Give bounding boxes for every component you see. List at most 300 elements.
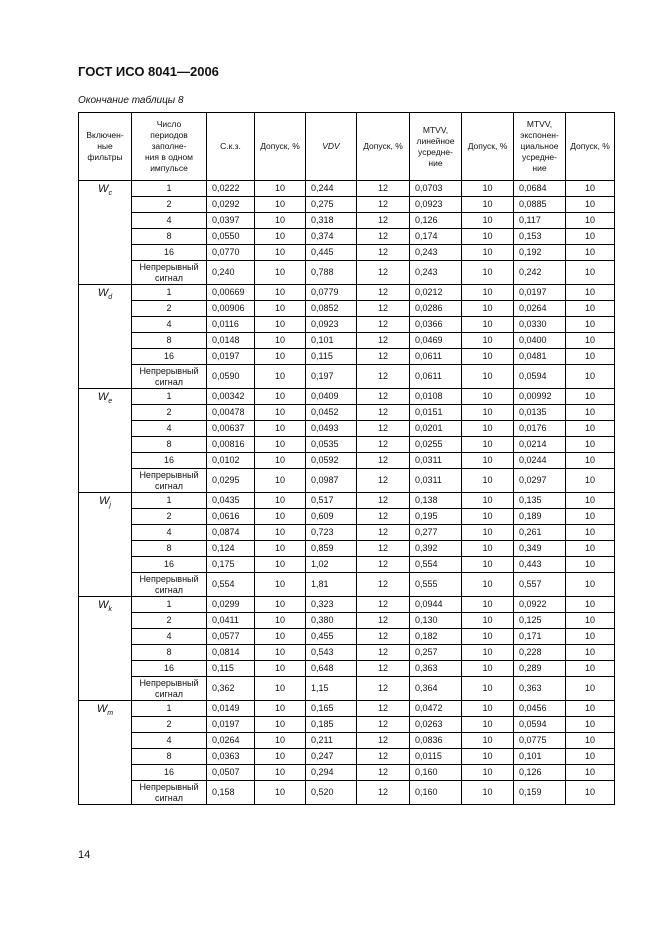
value-cell: 0,0594 [514, 717, 566, 733]
col-header: Допуск, % [255, 113, 306, 181]
value-cell: 10 [462, 749, 514, 765]
value-cell: 0,0435 [207, 493, 255, 509]
value-cell: 12 [357, 661, 410, 677]
value-cell: 0,192 [514, 245, 566, 261]
value-cell: 10 [255, 645, 306, 661]
table-row [79, 181, 615, 197]
table-row [79, 717, 615, 733]
table-row [79, 285, 615, 301]
value-cell: 12 [357, 733, 410, 749]
value-cell: 0,175 [207, 557, 255, 573]
value-cell: 12 [357, 717, 410, 733]
value-cell: 10 [255, 405, 306, 421]
value-cell: 12 [357, 493, 410, 509]
value-cell: 0,00816 [207, 437, 255, 453]
value-cell: 0,0102 [207, 453, 255, 469]
value-cell: 0,363 [410, 661, 462, 677]
value-cell: 0,0885 [514, 197, 566, 213]
value-cell: 0,160 [410, 781, 462, 805]
value-cell: 0,0594 [514, 365, 566, 389]
value-cell: 0,0616 [207, 509, 255, 525]
value-cell: 10 [566, 629, 615, 645]
periods-cell: 2 [132, 509, 207, 525]
value-cell: 10 [462, 613, 514, 629]
value-cell: 0,0611 [410, 365, 462, 389]
filter-label [79, 389, 132, 493]
periods-cell: 8 [132, 229, 207, 245]
table-row [79, 781, 615, 805]
value-cell: 10 [566, 557, 615, 573]
value-cell: 10 [255, 317, 306, 333]
value-cell: 0,247 [306, 749, 357, 765]
table-row [79, 213, 615, 229]
value-cell: 0,0456 [514, 701, 566, 717]
value-cell: 10 [566, 213, 615, 229]
value-cell: 0,609 [306, 509, 357, 525]
filter-subscript: m [107, 710, 114, 718]
periods-cell: 4 [132, 733, 207, 749]
value-cell: 10 [462, 365, 514, 389]
value-cell: 10 [255, 781, 306, 805]
value-cell: 12 [357, 285, 410, 301]
value-cell: 0,554 [410, 557, 462, 573]
col-header: VDV [306, 113, 357, 181]
value-cell: 0,557 [514, 573, 566, 597]
value-cell: 10 [255, 597, 306, 613]
value-cell: 0,0775 [514, 733, 566, 749]
value-cell: 10 [566, 261, 615, 285]
value-cell: 0,0411 [207, 613, 255, 629]
value-cell: 10 [566, 733, 615, 749]
value-cell: 0,261 [514, 525, 566, 541]
value-cell: 10 [566, 717, 615, 733]
value-cell: 0,228 [514, 645, 566, 661]
value-cell: 12 [357, 349, 410, 365]
periods-cell: 4 [132, 213, 207, 229]
value-cell: 10 [255, 301, 306, 317]
value-cell: 0,275 [306, 197, 357, 213]
value-cell: 12 [357, 389, 410, 405]
value-cell: 0,543 [306, 645, 357, 661]
value-cell: 0,0297 [514, 469, 566, 493]
col-header: MTVV, линейное усредне- ние [410, 113, 462, 181]
periods-cell: 4 [132, 421, 207, 437]
value-cell: 10 [462, 717, 514, 733]
value-cell: 10 [255, 245, 306, 261]
value-cell: 0,130 [410, 613, 462, 629]
value-cell: 0,211 [306, 733, 357, 749]
value-cell: 10 [255, 285, 306, 301]
value-cell: 10 [255, 573, 306, 597]
value-cell: 12 [357, 181, 410, 197]
value-cell: 0,00478 [207, 405, 255, 421]
value-cell: 0,243 [410, 245, 462, 261]
value-cell: 0,158 [207, 781, 255, 805]
table-row [79, 365, 615, 389]
page-number: 14 [78, 849, 91, 861]
table-row [79, 733, 615, 749]
periods-cell: 16 [132, 661, 207, 677]
value-cell: 10 [255, 197, 306, 213]
value-cell: 12 [357, 197, 410, 213]
filter-subscript: j [109, 502, 111, 510]
value-cell: 0,0397 [207, 213, 255, 229]
filter-label [79, 285, 132, 389]
periods-cell: 16 [132, 453, 207, 469]
periods-cell: 2 [132, 717, 207, 733]
filter-symbol: W [97, 391, 109, 403]
value-cell: 10 [566, 781, 615, 805]
value-cell: 10 [462, 677, 514, 701]
value-cell: 0,0292 [207, 197, 255, 213]
table-row [79, 333, 615, 349]
value-cell: 12 [357, 317, 410, 333]
periods-cell: 8 [132, 333, 207, 349]
value-cell: 0,0472 [410, 701, 462, 717]
value-cell: 0,455 [306, 629, 357, 645]
value-cell: 12 [357, 525, 410, 541]
value-cell: 0,0400 [514, 333, 566, 349]
filter-symbol: W [98, 599, 109, 611]
value-cell: 10 [462, 597, 514, 613]
value-cell: 0,115 [306, 349, 357, 365]
value-cell: 0,0684 [514, 181, 566, 197]
value-cell: 12 [357, 405, 410, 421]
value-cell: 0,101 [306, 333, 357, 349]
table-row [79, 573, 615, 597]
value-cell: 10 [255, 765, 306, 781]
periods-cell: Непрерывный сигнал [132, 573, 207, 597]
value-cell: 10 [566, 453, 615, 469]
table-body [79, 181, 615, 805]
table-row [79, 493, 615, 509]
value-cell: 12 [357, 597, 410, 613]
value-cell: 10 [255, 437, 306, 453]
value-cell: 10 [566, 749, 615, 765]
value-cell: 0,0923 [306, 317, 357, 333]
periods-cell: 1 [132, 701, 207, 717]
value-cell: 10 [566, 661, 615, 677]
value-cell: 0,788 [306, 261, 357, 285]
filter-label [79, 493, 132, 597]
value-cell: 10 [462, 661, 514, 677]
value-cell: 10 [462, 573, 514, 597]
value-cell: 0,165 [306, 701, 357, 717]
table-row [79, 597, 615, 613]
periods-cell: 16 [132, 557, 207, 573]
value-cell: 0,0577 [207, 629, 255, 645]
value-cell: 10 [255, 525, 306, 541]
value-cell: 0,101 [514, 749, 566, 765]
value-cell: 12 [357, 645, 410, 661]
periods-cell: 16 [132, 765, 207, 781]
value-cell: 0,126 [410, 213, 462, 229]
value-cell: 0,289 [514, 661, 566, 677]
value-cell: 10 [566, 317, 615, 333]
value-cell: 0,0176 [514, 421, 566, 437]
filter-label [79, 181, 132, 285]
table-row [79, 469, 615, 493]
table-row [79, 437, 615, 453]
value-cell: 10 [566, 677, 615, 701]
table-row [79, 557, 615, 573]
filter-symbol: W [97, 287, 109, 299]
value-cell: 0,0151 [410, 405, 462, 421]
value-cell: 12 [357, 541, 410, 557]
value-cell: 10 [462, 317, 514, 333]
table-row [79, 661, 615, 677]
value-cell: 10 [566, 285, 615, 301]
value-cell: 1,15 [306, 677, 357, 701]
value-cell: 0,0987 [306, 469, 357, 493]
value-cell: 0,0507 [207, 765, 255, 781]
value-cell: 12 [357, 453, 410, 469]
value-cell: 10 [255, 629, 306, 645]
value-cell: 10 [566, 509, 615, 525]
value-cell: 0,0311 [410, 453, 462, 469]
value-cell: 10 [462, 229, 514, 245]
table-row [79, 525, 615, 541]
periods-cell: 4 [132, 317, 207, 333]
periods-cell: Непрерывный сигнал [132, 469, 207, 493]
value-cell: 0,0108 [410, 389, 462, 405]
value-cell: 10 [255, 333, 306, 349]
value-cell: 10 [462, 541, 514, 557]
value-cell: 10 [462, 557, 514, 573]
value-cell: 0,555 [410, 573, 462, 597]
value-cell: 10 [462, 181, 514, 197]
value-cell: 0,0263 [410, 717, 462, 733]
value-cell: 0,0535 [306, 437, 357, 453]
value-cell: 0,0197 [514, 285, 566, 301]
value-cell: 10 [462, 261, 514, 285]
value-cell: 0,443 [514, 557, 566, 573]
table-caption: Окончание таблицы 8 [78, 95, 184, 106]
value-cell: 10 [566, 421, 615, 437]
value-cell: 10 [255, 261, 306, 285]
periods-cell: Непрерывный сигнал [132, 365, 207, 389]
value-cell: 0,554 [207, 573, 255, 597]
value-cell: 10 [462, 781, 514, 805]
periods-cell: 1 [132, 285, 207, 301]
value-cell: 10 [255, 717, 306, 733]
value-cell: 0,517 [306, 493, 357, 509]
periods-cell: 1 [132, 493, 207, 509]
value-cell: 10 [566, 181, 615, 197]
value-cell: 1,02 [306, 557, 357, 573]
value-cell: 10 [566, 333, 615, 349]
value-cell: 10 [566, 645, 615, 661]
table-row [79, 765, 615, 781]
value-cell: 0,0116 [207, 317, 255, 333]
value-cell: 0,392 [410, 541, 462, 557]
data-table [78, 112, 615, 805]
value-cell: 12 [357, 629, 410, 645]
value-cell: 0,323 [306, 597, 357, 613]
value-cell: 0,0222 [207, 181, 255, 197]
value-cell: 10 [462, 333, 514, 349]
periods-cell: 1 [132, 181, 207, 197]
filter-label [79, 701, 132, 805]
table-row [79, 389, 615, 405]
value-cell: 10 [462, 629, 514, 645]
col-header: Число периодов заполне- ния в одном импульсе [132, 113, 207, 181]
periods-cell: 8 [132, 749, 207, 765]
periods-cell: 1 [132, 597, 207, 613]
value-cell: 0,294 [306, 765, 357, 781]
value-cell: 12 [357, 301, 410, 317]
value-cell: 0,0149 [207, 701, 255, 717]
filter-symbol: W [98, 183, 109, 195]
value-cell: 0,153 [514, 229, 566, 245]
value-cell: 10 [566, 525, 615, 541]
value-cell: 0,0330 [514, 317, 566, 333]
value-cell: 0,277 [410, 525, 462, 541]
table-row [79, 421, 615, 437]
value-cell: 12 [357, 613, 410, 629]
value-cell: 0,0148 [207, 333, 255, 349]
value-cell: 12 [357, 213, 410, 229]
value-cell: 12 [357, 765, 410, 781]
value-cell: 0,362 [207, 677, 255, 701]
value-cell: 0,0481 [514, 349, 566, 365]
periods-cell: 2 [132, 405, 207, 421]
periods-cell: 2 [132, 197, 207, 213]
filter-subscript: k [108, 606, 112, 614]
value-cell: 0,380 [306, 613, 357, 629]
table-row [79, 509, 615, 525]
table-row [79, 317, 615, 333]
value-cell: 10 [255, 213, 306, 229]
table-row [79, 613, 615, 629]
value-cell: 0,0201 [410, 421, 462, 437]
document-title: ГОСТ ИСО 8041—2006 [78, 64, 219, 79]
value-cell: 10 [462, 437, 514, 453]
value-cell: 10 [462, 405, 514, 421]
value-cell: 0,0197 [207, 717, 255, 733]
value-cell: 0,0115 [410, 749, 462, 765]
value-cell: 0,0212 [410, 285, 462, 301]
value-cell: 10 [462, 285, 514, 301]
filter-symbol: W [99, 495, 110, 507]
filter-subscript: c [108, 190, 112, 198]
value-cell: 10 [255, 453, 306, 469]
value-cell: 10 [255, 733, 306, 749]
value-cell: 0,0264 [514, 301, 566, 317]
value-cell: 10 [255, 541, 306, 557]
value-cell: 0,0493 [306, 421, 357, 437]
value-cell: 10 [462, 245, 514, 261]
periods-cell: 16 [132, 245, 207, 261]
value-cell: 0,363 [514, 677, 566, 701]
value-cell: 10 [255, 229, 306, 245]
value-cell: 0,159 [514, 781, 566, 805]
value-cell: 0,374 [306, 229, 357, 245]
value-cell: 0,135 [514, 493, 566, 509]
value-cell: 10 [566, 301, 615, 317]
value-cell: 12 [357, 365, 410, 389]
value-cell: 12 [357, 245, 410, 261]
value-cell: 12 [357, 781, 410, 805]
value-cell: 10 [566, 541, 615, 557]
value-cell: 10 [462, 197, 514, 213]
value-cell: 12 [357, 333, 410, 349]
value-cell: 0,0703 [410, 181, 462, 197]
value-cell: 0,0852 [306, 301, 357, 317]
table-row [79, 749, 615, 765]
value-cell: 0,240 [207, 261, 255, 285]
value-cell: 0,174 [410, 229, 462, 245]
value-cell: 12 [357, 261, 410, 285]
value-cell: 0,0409 [306, 389, 357, 405]
value-cell: 0,0286 [410, 301, 462, 317]
value-cell: 10 [462, 765, 514, 781]
periods-cell: 8 [132, 645, 207, 661]
value-cell: 0,723 [306, 525, 357, 541]
table-row [79, 629, 615, 645]
value-cell: 10 [462, 509, 514, 525]
col-header: С.к.з. [207, 113, 255, 181]
value-cell: 0,126 [514, 765, 566, 781]
value-cell: 0,0452 [306, 405, 357, 421]
col-header: MTVV, экспонен- циальное усредне- ние [514, 113, 566, 181]
value-cell: 12 [357, 469, 410, 493]
periods-cell: 8 [132, 541, 207, 557]
value-cell: 10 [462, 525, 514, 541]
value-cell: 10 [462, 421, 514, 437]
value-cell: 0,00669 [207, 285, 255, 301]
value-cell: 0,244 [306, 181, 357, 197]
value-cell: 10 [566, 469, 615, 493]
value-cell: 0,0135 [514, 405, 566, 421]
value-cell: 0,195 [410, 509, 462, 525]
value-cell: 0,0214 [514, 437, 566, 453]
value-cell: 0,189 [514, 509, 566, 525]
value-cell: 0,242 [514, 261, 566, 285]
value-cell: 10 [462, 701, 514, 717]
value-cell: 0,0550 [207, 229, 255, 245]
value-cell: 12 [357, 677, 410, 701]
value-cell: 0,364 [410, 677, 462, 701]
table-row [79, 701, 615, 717]
value-cell: 10 [255, 349, 306, 365]
filter-symbol: W [96, 703, 108, 715]
value-cell: 0,0264 [207, 733, 255, 749]
value-cell: 0,0590 [207, 365, 255, 389]
value-cell: 0,0944 [410, 597, 462, 613]
value-cell: 1,81 [306, 573, 357, 597]
periods-cell: Непрерывный сигнал [132, 261, 207, 285]
periods-cell: 16 [132, 349, 207, 365]
table-row [79, 349, 615, 365]
value-cell: 0,0611 [410, 349, 462, 365]
value-cell: 0,171 [514, 629, 566, 645]
value-cell: 10 [255, 181, 306, 197]
value-cell: 10 [255, 557, 306, 573]
value-cell: 12 [357, 509, 410, 525]
value-cell: 10 [255, 509, 306, 525]
value-cell: 0,0363 [207, 749, 255, 765]
value-cell: 10 [462, 493, 514, 509]
value-cell: 0,00342 [207, 389, 255, 405]
value-cell: 10 [462, 645, 514, 661]
value-cell: 0,0299 [207, 597, 255, 613]
value-cell: 10 [566, 573, 615, 597]
col-header: Включен- ные фильтры [79, 113, 132, 181]
value-cell: 10 [255, 365, 306, 389]
value-cell: 0,160 [410, 765, 462, 781]
value-cell: 0,0814 [207, 645, 255, 661]
